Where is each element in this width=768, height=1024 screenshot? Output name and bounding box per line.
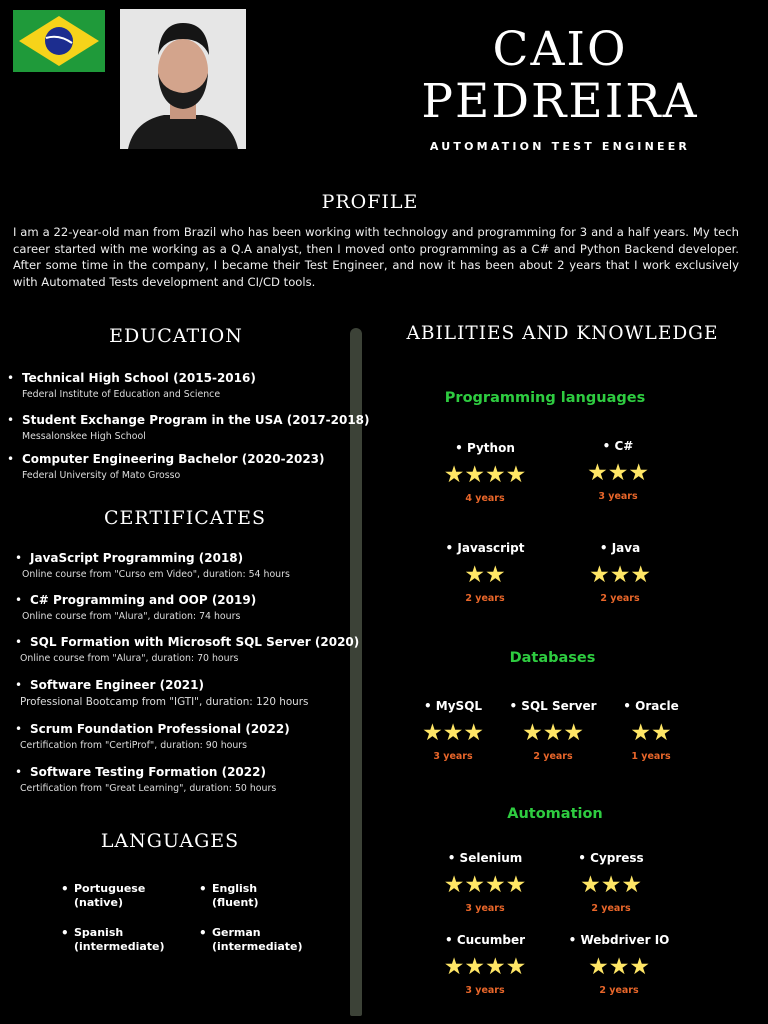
skill-years: 3 years bbox=[433, 751, 473, 762]
star-rating bbox=[556, 873, 666, 897]
first-name: CAIO bbox=[492, 22, 628, 77]
language-item bbox=[199, 926, 303, 954]
skill-cypress bbox=[556, 851, 666, 914]
language-name: Spanish bbox=[74, 926, 124, 939]
skill-years: 4 years bbox=[465, 493, 505, 504]
star-icon: ★ bbox=[588, 954, 609, 980]
star-rating bbox=[563, 461, 673, 485]
bullet-icon: • bbox=[15, 551, 23, 565]
skill-name: • MySQL bbox=[423, 699, 483, 713]
certificate-detail: Certification from "Great Learning", duration: 50 hours bbox=[20, 783, 277, 794]
skill-years: 1 years bbox=[631, 751, 671, 762]
languages-heading: LANGUAGES bbox=[100, 830, 240, 852]
skill-javascript bbox=[430, 541, 540, 604]
certificate-item bbox=[15, 722, 290, 751]
profile-text: I am a 22-year-old man from Brazil who has been working with technology and programming for 3 and a half years. My tech career started with me working as a Q.A analyst, then I moved onto programming as a C# and Python Backend developer. After some time in the company, I became their Test Engineer, and now it has been about 2 years that I work exclusively with Automated Tests development and CI/CD tools. bbox=[13, 225, 739, 289]
education-institution: Messalonskee High School bbox=[22, 431, 146, 442]
language-level: (native) bbox=[74, 896, 123, 909]
certificate-title: JavaScript Programming (2018) bbox=[30, 551, 244, 565]
skill-name: • Cucumber bbox=[444, 933, 525, 947]
language-item bbox=[61, 882, 146, 910]
certificates-heading: CERTIFICATES bbox=[103, 507, 267, 529]
star-icon: ★ bbox=[621, 872, 642, 898]
star-icon: ★ bbox=[630, 720, 651, 746]
category-programming-languages: Programming languages bbox=[444, 390, 646, 406]
star-icon: ★ bbox=[464, 954, 485, 980]
skill-years: 2 years bbox=[591, 903, 631, 914]
skill-years: 2 years bbox=[599, 985, 639, 996]
skill-name: • Cypress bbox=[578, 851, 644, 865]
skill-oracle bbox=[596, 699, 706, 762]
bullet-icon: • bbox=[61, 882, 69, 896]
star-icon: ★ bbox=[442, 720, 464, 746]
star-icon: ★ bbox=[608, 954, 630, 980]
skill-name: • C# bbox=[602, 439, 634, 453]
education-institution: Federal Institute of Education and Science bbox=[22, 389, 221, 400]
star-rating bbox=[498, 721, 608, 745]
star-icon: ★ bbox=[629, 954, 650, 980]
skill-selenium bbox=[430, 851, 540, 914]
full-name bbox=[380, 24, 740, 128]
language-name: German bbox=[212, 926, 261, 939]
certificate-title: Software Engineer (2021) bbox=[30, 678, 204, 692]
certificate-detail: Online course from "Alura", duration: 70 hours bbox=[20, 653, 239, 664]
certificate-detail: Online course from "Curso em Video", duration: 54 hours bbox=[22, 569, 290, 580]
job-role: AUTOMATION TEST ENGINEER bbox=[429, 140, 691, 153]
abilities-heading: ABILITIES AND KNOWLEDGE bbox=[406, 323, 719, 344]
star-icon: ★ bbox=[422, 720, 443, 746]
language-item bbox=[199, 882, 259, 910]
star-icon: ★ bbox=[630, 562, 651, 588]
education-title: Computer Engineering Bachelor (2020-2023) bbox=[22, 452, 325, 466]
education-heading: EDUCATION bbox=[109, 325, 243, 347]
certificate-detail: Professional Bootcamp from "IGTI", duration: 120 hours bbox=[20, 696, 309, 708]
star-rating bbox=[430, 563, 540, 587]
skill-name: • Java bbox=[599, 541, 641, 555]
language-name: Portuguese bbox=[74, 882, 146, 895]
profile-heading: PROFILE bbox=[321, 191, 419, 213]
certificate-detail: Certification from "CertiProf", duration: 90 hours bbox=[20, 740, 248, 751]
skill-python bbox=[430, 441, 540, 504]
education-item bbox=[7, 371, 256, 400]
bullet-icon: • bbox=[15, 678, 23, 692]
skill-sql-server bbox=[498, 699, 608, 762]
star-icon: ★ bbox=[628, 460, 649, 486]
language-level: (fluent) bbox=[212, 896, 259, 909]
skill-cucumber bbox=[430, 933, 540, 996]
education-title: Student Exchange Program in the USA (2017-2018) bbox=[22, 413, 370, 427]
skill-years: 2 years bbox=[533, 751, 573, 762]
star-icon: ★ bbox=[580, 872, 601, 898]
star-icon: ★ bbox=[563, 720, 584, 746]
bullet-icon: • bbox=[7, 452, 15, 466]
certificate-title: Scrum Foundation Professional (2022) bbox=[30, 722, 290, 736]
education-title: Technical High School (2015-2016) bbox=[22, 371, 256, 385]
star-icon: ★ bbox=[463, 720, 484, 746]
profile-photo bbox=[120, 9, 246, 149]
language-level: (intermediate) bbox=[212, 940, 303, 953]
skill-name: • Oracle bbox=[623, 699, 679, 713]
certificate-title: Software Testing Formation (2022) bbox=[30, 765, 266, 779]
star-rating bbox=[430, 955, 540, 979]
certificate-item bbox=[15, 678, 309, 708]
skill-years: 3 years bbox=[465, 985, 505, 996]
certificate-detail: Online course from "Alura", duration: 74 hours bbox=[22, 611, 241, 622]
star-icon: ★ bbox=[485, 954, 506, 980]
star-icon: ★ bbox=[485, 872, 506, 898]
star-icon: ★ bbox=[485, 562, 506, 588]
star-icon: ★ bbox=[609, 562, 631, 588]
skill-name: • Python bbox=[455, 441, 515, 455]
star-icon: ★ bbox=[542, 720, 564, 746]
skill-mysql bbox=[398, 699, 508, 762]
star-icon: ★ bbox=[522, 720, 543, 746]
star-icon: ★ bbox=[587, 460, 608, 486]
star-icon: ★ bbox=[443, 872, 465, 898]
bullet-icon: • bbox=[7, 413, 15, 427]
certificate-title: C# Programming and OOP (2019) bbox=[30, 593, 257, 607]
certificate-item bbox=[15, 765, 277, 794]
star-icon: ★ bbox=[464, 562, 485, 588]
star-icon: ★ bbox=[607, 460, 629, 486]
bullet-icon: • bbox=[15, 722, 23, 736]
skill-name: • SQL Server bbox=[509, 699, 597, 713]
star-icon: ★ bbox=[485, 462, 506, 488]
skill-years: 2 years bbox=[600, 593, 640, 604]
bullet-icon: • bbox=[15, 593, 23, 607]
skill-years: 2 years bbox=[465, 593, 505, 604]
star-icon: ★ bbox=[589, 562, 610, 588]
education-item bbox=[7, 413, 370, 442]
bullet-icon: • bbox=[7, 371, 15, 385]
language-level: (intermediate) bbox=[74, 940, 165, 953]
bullet-icon: • bbox=[15, 635, 23, 649]
skill-csharp bbox=[563, 439, 673, 502]
star-icon: ★ bbox=[505, 954, 527, 980]
skill-webdriver-io bbox=[564, 933, 674, 996]
last-name: PEDREIRA bbox=[421, 74, 699, 129]
star-rating bbox=[564, 955, 674, 979]
certificate-item bbox=[15, 593, 257, 622]
skill-years: 3 years bbox=[465, 903, 505, 914]
star-icon: ★ bbox=[600, 872, 622, 898]
star-icon: ★ bbox=[464, 872, 485, 898]
star-rating bbox=[430, 463, 540, 487]
star-icon: ★ bbox=[651, 720, 672, 746]
bullet-icon: • bbox=[61, 926, 69, 940]
brazil-flag-image bbox=[13, 10, 105, 72]
star-icon: ★ bbox=[505, 462, 527, 488]
certificate-title: SQL Formation with Microsoft SQL Server (2020) bbox=[30, 635, 360, 649]
education-item bbox=[7, 452, 325, 481]
language-item bbox=[61, 926, 165, 954]
education-institution: Federal University of Mato Grosso bbox=[22, 470, 181, 481]
bullet-icon: • bbox=[199, 882, 207, 896]
category-databases: Databases bbox=[509, 650, 596, 666]
star-rating bbox=[596, 721, 706, 745]
language-name: English bbox=[212, 882, 258, 895]
skill-java bbox=[565, 541, 675, 604]
skill-name: • Javascript bbox=[445, 541, 525, 555]
category-automation: Automation bbox=[507, 806, 603, 822]
star-icon: ★ bbox=[505, 872, 527, 898]
bullet-icon: • bbox=[15, 765, 23, 779]
certificate-item bbox=[15, 635, 360, 664]
star-icon: ★ bbox=[443, 954, 465, 980]
skill-years: 3 years bbox=[598, 491, 638, 502]
star-icon: ★ bbox=[443, 462, 465, 488]
certificate-item bbox=[15, 551, 290, 580]
star-rating bbox=[430, 873, 540, 897]
skill-name: • Webdriver IO bbox=[568, 933, 670, 947]
star-icon: ★ bbox=[464, 462, 485, 488]
star-rating bbox=[565, 563, 675, 587]
bullet-icon: • bbox=[199, 926, 207, 940]
star-rating bbox=[398, 721, 508, 745]
skill-name: • Selenium bbox=[447, 851, 523, 865]
